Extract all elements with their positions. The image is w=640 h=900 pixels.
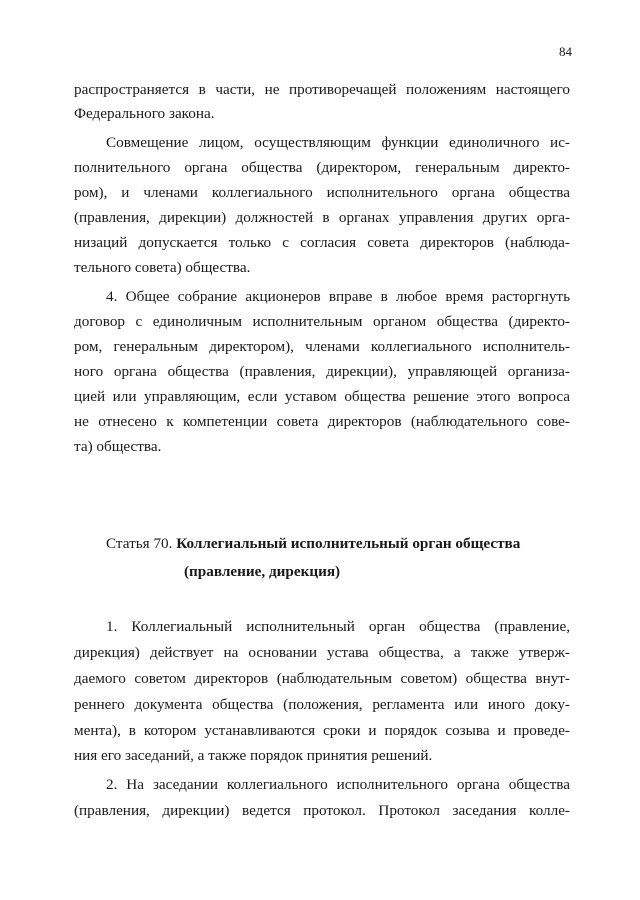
text-line: тельного совета) общества. [74,259,251,276]
text-line: ром), и членами коллегиального исполнительного органа общества [74,184,570,201]
article-heading [106,534,520,554]
article-title-continuation: (правление, дирекция) [184,563,341,580]
article-number: Статья 70. [106,535,173,552]
text-line: распространяется в части, не противоречащей положениям настоящего [74,81,570,98]
text-line: ния его заседаний, а также порядок принятия решений. [74,747,433,764]
text-line: не отнесено к компетенции совета директоров (наблюдательного сове- [74,413,570,430]
text-line: Совмещение лицом, осуществляющим функции единоличного ис- [106,134,570,151]
text-line: договор с единоличным исполнительным органом общества (директо- [74,313,570,330]
text-line: реннего документа общества (положения, регламента или иного доку- [74,696,570,713]
text-line: та) общества. [74,438,162,455]
text-line: даемого советом директоров (наблюдательным советом) общества внут- [74,670,570,687]
text-line: (правления, дирекции) должностей в органах управления других орга- [74,209,570,226]
text-line: ного органа общества (правления, дирекции), управляющей организа- [74,363,570,380]
page-number: 84 [559,44,572,59]
text-line: Федерального закона. [74,105,215,122]
text-line: дирекция) действует на основании устава общества, а также утверж- [74,644,570,661]
text-line: низаций допускается только с согласия совета директоров (наблюда- [74,234,570,251]
text-line: ром, генеральным директором), членами коллегиального исполнитель- [74,338,570,355]
text-line: 1. Коллегиальный исполнительный орган общества (правление, [106,618,570,635]
article-title: Коллегиальный исполнительный орган общества [176,535,521,552]
text-line: 2. На заседании коллегиального исполнительного органа общества [106,776,570,793]
text-line: 4. Общее собрание акционеров вправе в любое время расторгнуть [106,288,570,305]
text-line: (правления, дирекции) ведется протокол. Протокол заседания колле- [74,802,570,819]
text-line: цией или управляющим, если уставом общества решение этого вопроса [74,388,570,405]
text-line: полнительного органа общества (директором, генеральным директо- [74,159,570,176]
text-line: мента), в котором устанавливаются сроки и порядок созыва и проведе- [74,722,570,739]
